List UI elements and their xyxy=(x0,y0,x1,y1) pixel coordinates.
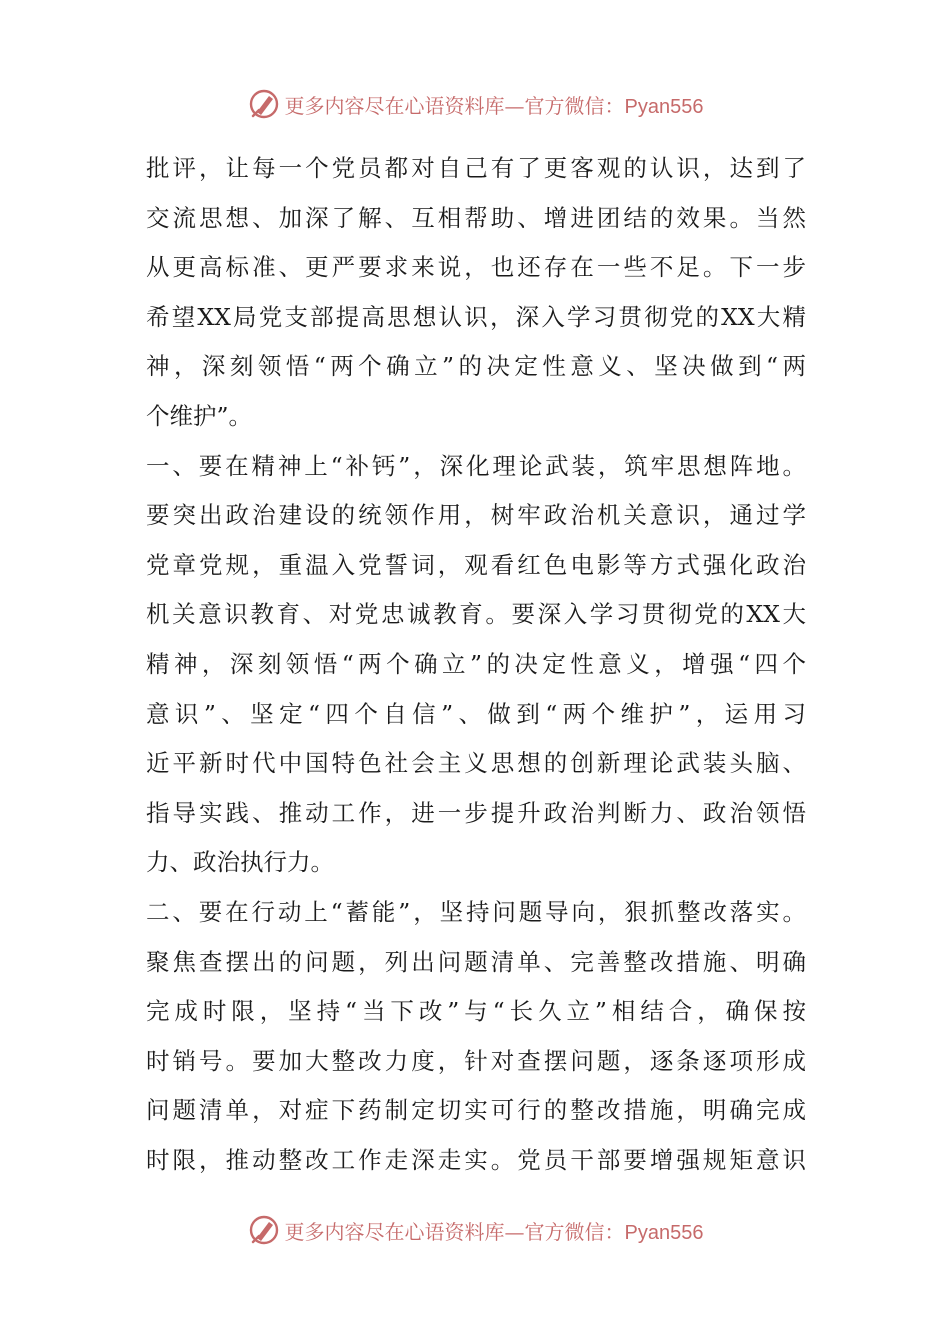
text-line: 批评，让每一个党员都对自己有了更客观的认识，达到了 xyxy=(146,154,806,182)
banner-text: 更多内容尽在心语资料库—官方微信：Pyan556 xyxy=(284,93,704,118)
text-line: 从更高标准、更严要求来说，也还存在一些不足。下一步 xyxy=(146,253,806,282)
text-line: 聚焦查摆出的问题，列出问题清单、完善整改措施、明确 xyxy=(146,947,806,976)
document-body xyxy=(146,144,806,1185)
text-line: 近平新时代中国特色社会主义思想的创新理论武装头脑、 xyxy=(146,749,806,778)
text-line: 力、政治执行力。 xyxy=(146,848,334,877)
text-line: 问题清单，对症下药制定切实可行的整改措施，明确完成 xyxy=(146,1096,806,1125)
text-line: 要突出政治建设的统领作用，树牢政治机关意识，通过学 xyxy=(146,501,806,530)
text-line: 完成时限，坚持“当下改”与“长久立”相结合，确保按 xyxy=(146,997,806,1026)
text-line: 一、要在精神上“补钙”，深化理论武装，筑牢思想阵地。 xyxy=(146,451,806,480)
text-line: 二、要在行动上“蓄能”，坚持问题导向，狠抓整改落实。 xyxy=(146,897,806,926)
pen-logo-icon xyxy=(247,87,281,121)
text-line: 指导实践、推动工作，进一步提升政治判断力、政治领悟 xyxy=(146,798,806,827)
text-line: 神，深刻领悟“两个确立”的决定性意义、坚决做到“两 xyxy=(146,352,806,381)
footer-watermark-banner xyxy=(0,1210,950,1250)
header-watermark-banner xyxy=(0,84,950,124)
text-line: 个维护”。 xyxy=(146,401,253,430)
text-line: 希望XX局党支部提高思想认识，深入学习贯彻党的XX大精 xyxy=(146,302,806,331)
pen-logo-icon xyxy=(247,1213,281,1247)
text-line: 意识”、坚定“四个自信”、做到“两个维护”，运用习 xyxy=(146,699,806,728)
text-line: 机关意识教育、对党忠诚教育。要深入学习贯彻党的XX大 xyxy=(146,600,806,629)
text-line: 交流思想、加深了解、互相帮助、增进团结的效果。当然 xyxy=(146,203,806,232)
wechat-id: Pyan556 xyxy=(624,1221,704,1244)
text-line: 党章党规，重温入党誓词，观看红色电影等方式强化政治 xyxy=(146,550,806,579)
text-line: 精神，深刻领悟“两个确立”的决定性意义，增强“四个 xyxy=(146,649,806,678)
text-line: 时销号。要加大整改力度，针对查摆问题，逐条逐项形成 xyxy=(146,1046,806,1075)
text-line: 时限，推动整改工作走深走实。党员干部要增强规矩意识 xyxy=(146,1145,806,1174)
banner-text: 更多内容尽在心语资料库—官方微信：Pyan556 xyxy=(284,1219,704,1244)
wechat-id: Pyan556 xyxy=(624,95,704,118)
